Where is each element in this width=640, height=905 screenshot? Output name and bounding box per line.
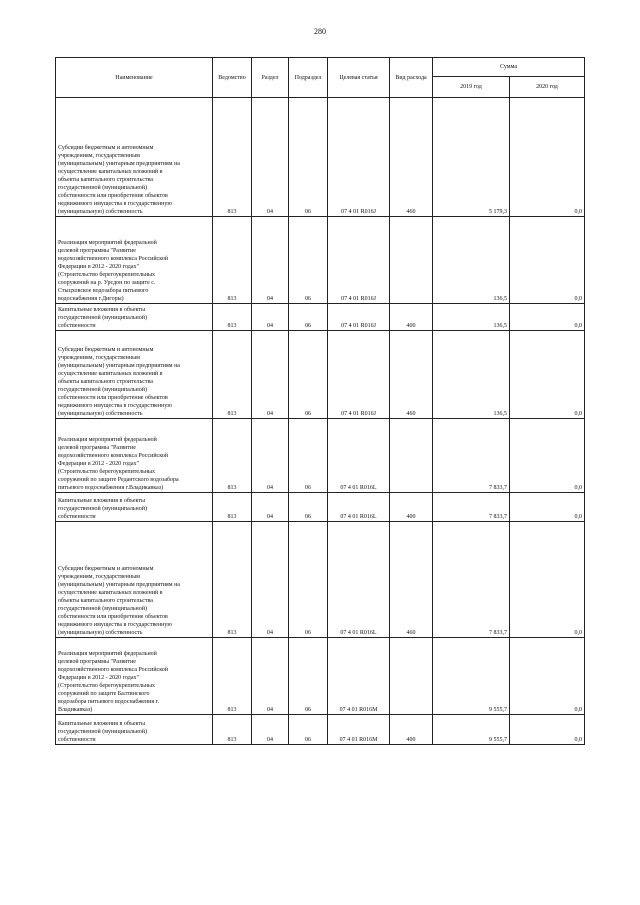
header-year-2019: 2019 год	[433, 77, 510, 98]
row-target-article: 07 4 01 R016J	[328, 217, 390, 304]
table-row	[56, 493, 585, 522]
row-ministry: 813	[213, 304, 252, 331]
table-row	[56, 331, 585, 419]
row-section: 04	[252, 715, 289, 745]
row-subsection: 06	[289, 304, 328, 331]
row-sum-2019: 7 833,7	[433, 522, 510, 638]
page-number: 280	[314, 27, 326, 36]
row-section: 04	[252, 419, 289, 493]
budget-table	[55, 57, 585, 745]
row-name: Субсидии бюджетным и автономным учреждениям, государственным (муниципальным) унитарным предприятиям на осуществление капитальных вложений в объекты капитального строительства государственной (муниципальной) собственности или приобретение объектов недвижимого имущества в государственную (муниципальную) собственность	[56, 522, 213, 638]
row-expense-type: 400	[390, 493, 433, 522]
row-subsection: 06	[289, 715, 328, 745]
row-ministry: 813	[213, 98, 252, 217]
row-target-article: 07 4 01 R016L	[328, 419, 390, 493]
row-section: 04	[252, 493, 289, 522]
header-expense-type: Вид расхода	[390, 58, 433, 98]
row-sum-2019: 9 555,7	[433, 715, 510, 745]
row-sum-2019: 7 833,7	[433, 493, 510, 522]
row-sum-2019: 136,5	[433, 304, 510, 331]
row-name: Реализация мероприятий федеральной целевой программы "Развитие водохозяйственного комплекса Российской Федерации в 2012 - 2020 годах" (Строительство берегоукрепительных сооружений на р. Урсдон по защите с. Стыцховское водозабора питьевого водоснабжения г.Дигоры)	[56, 217, 213, 304]
row-expense-type	[390, 217, 433, 304]
table-row	[56, 98, 585, 217]
row-target-article: 07 4 01 R016M	[328, 715, 390, 745]
row-ministry: 813	[213, 217, 252, 304]
table-row	[56, 715, 585, 745]
table-row	[56, 217, 585, 304]
row-sum-2019: 5 179,3	[433, 98, 510, 217]
row-expense-type: 400	[390, 715, 433, 745]
row-sum-2020: 0,0	[510, 715, 585, 745]
row-expense-type	[390, 638, 433, 715]
row-subsection: 06	[289, 522, 328, 638]
row-sum-2019: 136,5	[433, 217, 510, 304]
row-sum-2020: 0,0	[510, 217, 585, 304]
row-section: 04	[252, 331, 289, 419]
table-row	[56, 304, 585, 331]
header-target-article: Целевая статья	[328, 58, 390, 98]
row-name: Субсидии бюджетным и автономным учреждениям, государственным (муниципальным) унитарным предприятиям на осуществление капитальных вложений в объекты капитального строительства государственной (муниципальной) собственности или приобретение объектов недвижимого имущества в государственную (муниципальную) собственность	[56, 98, 213, 217]
row-target-article: 07 4 01 R016J	[328, 304, 390, 331]
row-target-article: 07 4 01 R016M	[328, 638, 390, 715]
row-subsection: 06	[289, 98, 328, 217]
row-target-article: 07 4 01 R016J	[328, 98, 390, 217]
header-subsection: Подраздел	[289, 58, 328, 98]
row-expense-type: 400	[390, 304, 433, 331]
row-sum-2020: 0,0	[510, 304, 585, 331]
row-name: Реализация мероприятий федеральной целевой программы "Развитие водохозяйственного комплекса Российской Федерации в 2012 - 2020 годах" (Строительство берегоукрепительных сооружений по защите Балтинского водозабора питьевого водоснабжения г. Владикавказ)	[56, 638, 213, 715]
row-section: 04	[252, 304, 289, 331]
row-subsection: 06	[289, 217, 328, 304]
row-subsection: 06	[289, 493, 328, 522]
row-subsection: 06	[289, 638, 328, 715]
table-row	[56, 419, 585, 493]
row-expense-type: 460	[390, 98, 433, 217]
header-name: Наименование	[56, 58, 213, 98]
row-section: 04	[252, 638, 289, 715]
row-name: Капитальные вложения в объекты государственной (муниципальной) собственности	[56, 715, 213, 745]
row-sum-2019: 136,5	[433, 331, 510, 419]
row-sum-2020: 0,0	[510, 331, 585, 419]
header-year-2020: 2020 год	[510, 77, 585, 98]
row-ministry: 813	[213, 638, 252, 715]
table-row	[56, 522, 585, 638]
row-sum-2019: 9 555,7	[433, 638, 510, 715]
row-name: Капитальные вложения в объекты государственной (муниципальной) собственности	[56, 493, 213, 522]
table-header	[56, 58, 585, 98]
row-sum-2020: 0,0	[510, 522, 585, 638]
header-section: Раздел	[252, 58, 289, 98]
row-subsection: 06	[289, 331, 328, 419]
row-expense-type: 460	[390, 522, 433, 638]
row-ministry: 813	[213, 419, 252, 493]
table-row	[56, 638, 585, 715]
row-ministry: 813	[213, 331, 252, 419]
row-target-article: 07 4 01 R016L	[328, 522, 390, 638]
row-section: 04	[252, 98, 289, 217]
row-subsection: 06	[289, 419, 328, 493]
row-sum-2020: 0,0	[510, 638, 585, 715]
row-sum-2020: 0,0	[510, 493, 585, 522]
row-ministry: 813	[213, 493, 252, 522]
row-name: Субсидии бюджетным и автономным учреждениям, государственным (муниципальным) унитарным предприятиям на осуществление капитальных вложений в объекты капитального строительства государственной (муниципальной) собственности или приобретение объектов недвижимого имущества в государственную (муниципальную) собственность	[56, 331, 213, 419]
row-target-article: 07 4 01 R016J	[328, 331, 390, 419]
table-body	[56, 98, 585, 745]
row-ministry: 813	[213, 715, 252, 745]
row-expense-type: 460	[390, 331, 433, 419]
row-section: 04	[252, 522, 289, 638]
row-name: Капитальные вложения в объекты государственной (муниципальной) собственности	[56, 304, 213, 331]
row-name: Реализация мероприятий федеральной целевой программы "Развитие водохозяйственного комплекса Российской Федерации в 2012 - 2020 годах" (Строительство берегоукрепительных сооружений по защите Редантского водозабора питьевого водоснабжения г.Владикавказ)	[56, 419, 213, 493]
header-sum: Сумма	[433, 58, 585, 77]
row-sum-2020: 0,0	[510, 419, 585, 493]
row-target-article: 07 4 01 R016L	[328, 493, 390, 522]
row-expense-type	[390, 419, 433, 493]
row-ministry: 813	[213, 522, 252, 638]
row-sum-2020: 0,0	[510, 98, 585, 217]
row-sum-2019: 7 833,7	[433, 419, 510, 493]
row-section: 04	[252, 217, 289, 304]
header-ministry: Ведомство	[213, 58, 252, 98]
